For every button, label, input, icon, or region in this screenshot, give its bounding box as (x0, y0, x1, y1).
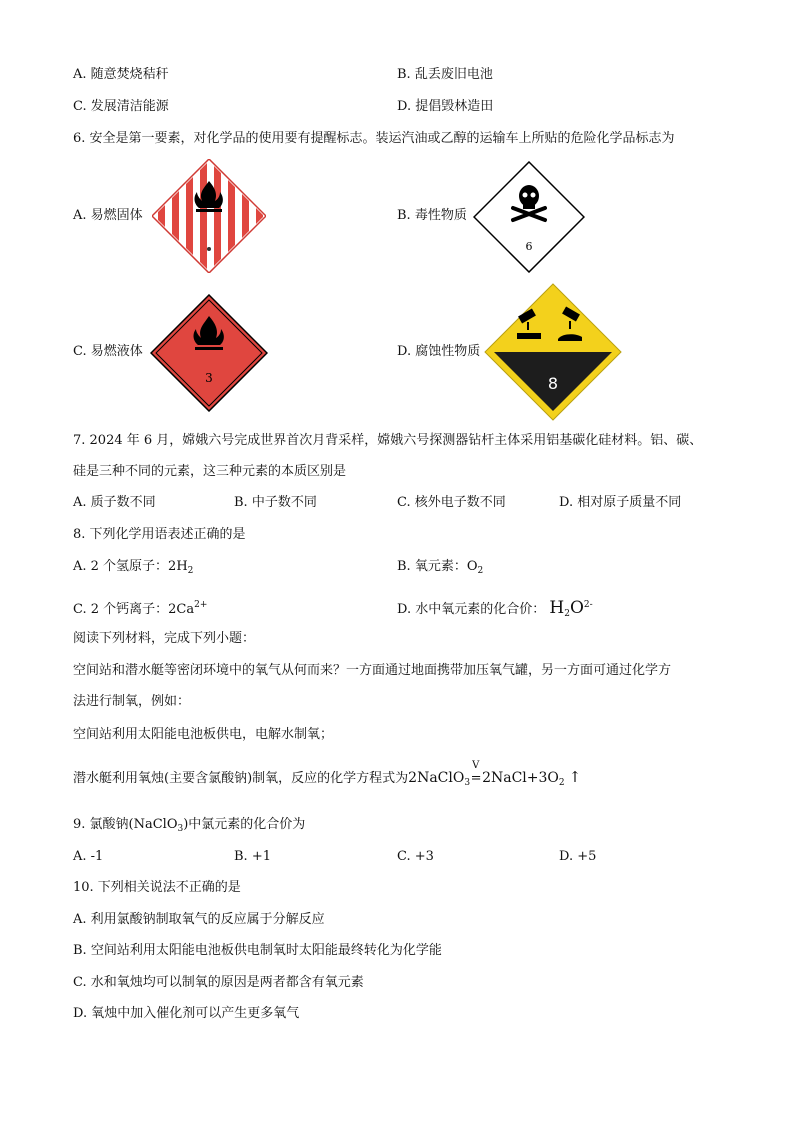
q8-option-c-superscript: 2+ (194, 600, 208, 610)
q8-option-d-superscript: 2- (583, 600, 593, 610)
q5-option-a: A. 随意焚烧秸秆 (73, 67, 169, 82)
toxic-sign-number: 6 (525, 240, 533, 253)
q5-option-b: B. 乱丢废旧电池 (397, 67, 493, 82)
q8-option-d-subscript: 2 (564, 609, 570, 619)
q8-option-b-text: B. 氧元素：O (397, 559, 478, 574)
q8-option-b-subscript: 2 (477, 566, 484, 576)
q9-stem-subscript: 3 (177, 824, 184, 834)
material-intro: 阅读下列材料，完成下列小题： (73, 631, 256, 646)
corrosive-sign-number: 8 (547, 374, 559, 393)
q7-option-b: B. 中子数不同 (234, 495, 317, 510)
q5-option-d: D. 提倡毁林造田 (397, 99, 494, 114)
material-paragraph1-line1: 空间站和潜水艇等密闭环境中的氧气从何而来？一方面通过地面携带加压氧气罐，另一方面可通过化学方 (73, 663, 672, 678)
q5-option-c: C. 发展清洁能源 (73, 99, 169, 114)
q9-stem-text-b: )中氯元素的化合价为 (183, 817, 306, 832)
q10-option-a: A. 利用氯酸钠制取氧气的反应属于分解反应 (73, 912, 325, 927)
q8-option-a-text: A. 2 个氢原子：2H (73, 559, 188, 574)
q8-option-c (73, 596, 207, 619)
q9-option-c: C. +3 (397, 849, 434, 864)
q6-option-b: B. 毒性物质 (397, 208, 467, 223)
corrosive-substance-sign-icon (484, 283, 622, 421)
q8-option-c-text: C. 2 个钙离子：2Ca (73, 602, 195, 617)
q8-option-d-text: D. 水中氧元素的化合价： (397, 602, 546, 617)
material-paragraph2: 空间站利用太阳能电池板供电，电解水制氧； (73, 727, 334, 742)
flammable-solid-sign-icon (152, 159, 266, 273)
q8-stem: 8. 下列化学用语表述正确的是 (73, 527, 246, 542)
flammable-liquid-sign-number: 3 (205, 371, 213, 385)
equation-left: 2NaClO (408, 770, 465, 786)
material-paragraph3 (73, 760, 582, 792)
q7-option-c: C. 核外电子数不同 (397, 495, 506, 510)
q10-option-c: C. 水和氧烛均可以制氧的原因是两者都含有氧元素 (73, 975, 364, 990)
equation-left-subscript: 3 (464, 778, 471, 788)
q10-option-b: B. 空间站利用太阳能电池板供电制氧时太阳能最终转化为化学能 (73, 943, 442, 958)
q9-stem-text-a: 9. 氯酸钠(NaClO (73, 817, 178, 832)
q10-option-d: D. 氧烛中加入催化剂可以产生更多氧气 (73, 1006, 300, 1021)
q9-option-b: B. +1 (234, 849, 271, 864)
q6-option-a: A. 易燃固体 (73, 208, 143, 223)
q8-option-b (397, 558, 483, 580)
q7-option-d: D. 相对原子质量不同 (559, 495, 682, 510)
q8-option-a (73, 558, 193, 580)
gas-arrow-icon: ↑ (568, 768, 582, 786)
q10-stem: 10. 下列相关说法不正确的是 (73, 880, 241, 895)
equation-condition: V (472, 760, 480, 771)
q6-stem: 6. 安全是第一要素，对化学品的使用要有提醒标志。装运汽油或乙醇的运输车上所贴的危险化学品标志为 (73, 131, 675, 146)
q7-stem-line2: 硅是三种不同的元素，这三种元素的本质区别是 (73, 464, 347, 479)
q6-option-c: C. 易燃液体 (73, 344, 143, 359)
equation-right-subscript: 2 (558, 778, 565, 788)
material-paragraph3-text: 潜水艇利用氧烛(主要含氯酸钠)制氧，反应的化学方程式为 (73, 771, 409, 786)
q8-option-a-subscript: 2 (187, 566, 194, 576)
q9-option-a: A. -1 (73, 849, 104, 864)
q8-option-d (397, 596, 593, 623)
q9-stem (73, 816, 305, 838)
equation-right: 2NaCl+3O (482, 770, 559, 786)
toxic-substance-sign-icon (473, 161, 585, 273)
material-paragraph1-line2: 法进行制氧，例如： (73, 694, 191, 709)
q7-option-a: A. 质子数不同 (73, 495, 156, 510)
flammable-liquid-sign-icon (150, 294, 268, 412)
q9-option-d: D. +5 (559, 849, 597, 864)
q8-option-d-o: O (569, 598, 584, 618)
q6-option-d: D. 腐蚀性物质 (397, 344, 481, 359)
equation-equals: V = (470, 770, 482, 788)
q7-stem-line1: 7. 2024 年 6 月，嫦娥六号完成世界首次月背采样，嫦娥六号探测器钻杆主体采用铝基碳化硅材料。铝、碳、 (73, 433, 703, 448)
q8-option-d-h: H (549, 598, 565, 618)
